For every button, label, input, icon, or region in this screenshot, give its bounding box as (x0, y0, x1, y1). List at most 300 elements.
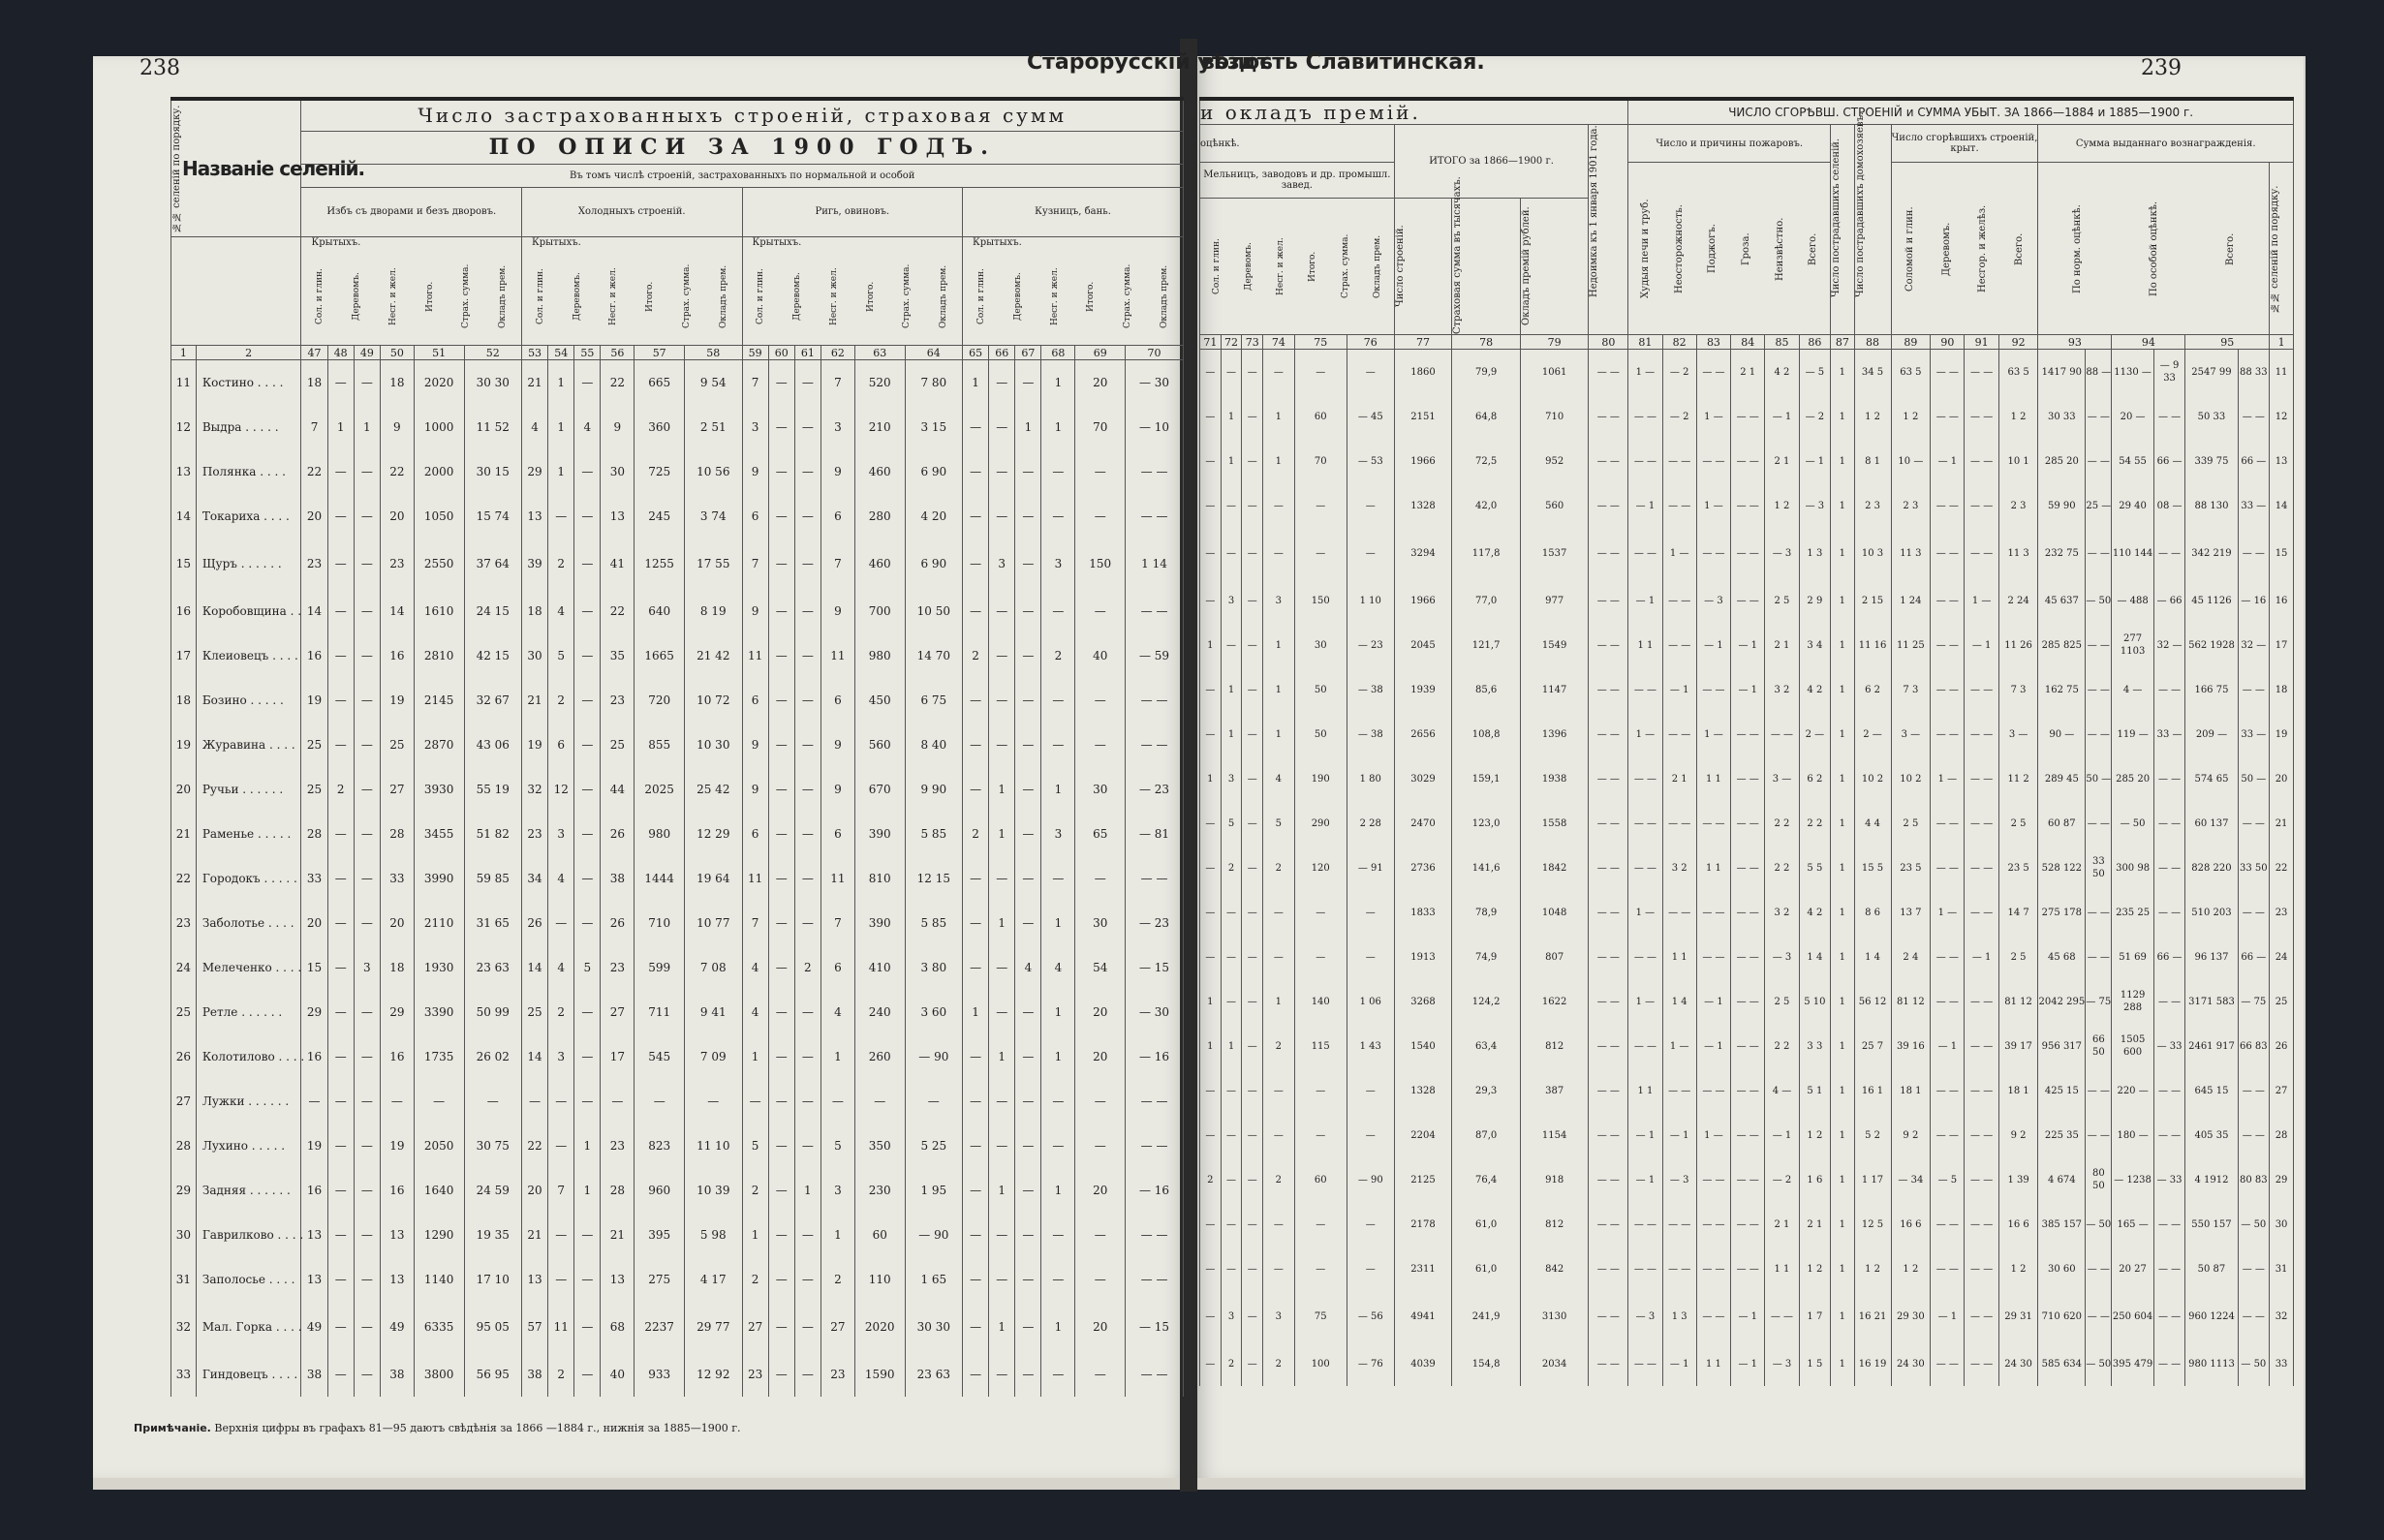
cell: 23 (820, 1352, 854, 1397)
cell: 33 — (2238, 483, 2270, 528)
cell: — 1 (1931, 439, 1965, 483)
cell: 14 (301, 589, 327, 633)
cell: 2461 917 (2185, 1024, 2238, 1068)
settlement-name: Ретле . . . . . . (196, 990, 301, 1034)
cell: — (742, 1079, 768, 1124)
column-number: 48 (327, 346, 354, 360)
cell: 38 (380, 1352, 414, 1397)
cell: 96 137 (2185, 935, 2238, 979)
cell: — 3 (1765, 935, 1799, 979)
cell: 1 (1831, 1024, 1854, 1068)
cell: 16 6 (1998, 1202, 2038, 1247)
cell: — (1242, 483, 1263, 528)
cell: 60 (1294, 1157, 1347, 1202)
cell: 241,9 (1452, 1291, 1521, 1341)
cell: 10 39 (685, 1168, 742, 1213)
cell: 1 — (1965, 578, 1998, 623)
cell: — — (1628, 394, 1662, 439)
cell: 280 (854, 494, 905, 539)
row-number: 30 (171, 1213, 197, 1257)
cell: 38 (301, 1352, 327, 1397)
cell: 1 (1831, 1247, 1854, 1291)
settlement-name: Токариха . . . . (196, 494, 301, 539)
cell: 2 (548, 678, 574, 723)
cell: — (1263, 528, 1295, 578)
cell: — (1200, 801, 1222, 846)
table-row (171, 678, 1184, 723)
cell: — — (1965, 667, 1998, 712)
cell: 933 (635, 1352, 685, 1397)
cell: 1610 (414, 589, 464, 633)
cell: — — (1931, 1202, 1965, 1247)
settlement-name-heading: Названіе селеній. (182, 157, 365, 180)
column-number: 71 (1200, 335, 1222, 350)
cell: — (794, 1124, 820, 1168)
cell: 3 (1221, 756, 1242, 801)
cell: 25 7 (1854, 1024, 1891, 1068)
cell: 574 65 (2185, 756, 2238, 801)
row-number: 33 (2270, 1341, 2294, 1386)
cell: — 53 (1347, 439, 1394, 483)
cell: — (794, 723, 820, 767)
cell: 720 (635, 678, 685, 723)
cell: 3930 (414, 767, 464, 812)
cell: — — (1765, 712, 1799, 756)
cell: 460 (854, 539, 905, 589)
cell: — (327, 990, 354, 1034)
cell: — (1242, 350, 1263, 395)
cell: 49 (380, 1302, 414, 1352)
cell: — — (1931, 1247, 1965, 1291)
column-number: 54 (548, 346, 574, 360)
cell: 11 16 (1854, 623, 1891, 667)
cell: — (1200, 890, 1222, 935)
cell: — — (1126, 1079, 1184, 1124)
column-number: 55 (574, 346, 601, 360)
cell: — (574, 856, 601, 901)
cell: — — (2153, 667, 2185, 712)
cell: 76,4 (1452, 1157, 1521, 1202)
left-data-table (170, 97, 1184, 1397)
cell: — 1 (1765, 1113, 1799, 1157)
cell: 1 (1831, 846, 1854, 890)
cell: 5 25 (905, 1124, 962, 1168)
cell: — 1 (1731, 667, 1765, 712)
cell: — — (2238, 1247, 2270, 1291)
cell: 2 (1221, 846, 1242, 890)
cell: — — (1126, 1124, 1184, 1168)
cell: — (989, 990, 1015, 1034)
cell: — — (1589, 394, 1628, 439)
cell: — (794, 360, 820, 406)
table-row (1200, 1113, 2294, 1157)
cell: — 81 (1126, 812, 1184, 856)
cell: — (989, 449, 1015, 494)
cell: — (574, 901, 601, 945)
column-number: 50 (380, 346, 414, 360)
cell: — — (1589, 979, 1628, 1024)
cell: — (963, 1352, 989, 1397)
cell: — 1238 (2112, 1157, 2153, 1202)
column-number: 94 (2112, 335, 2185, 350)
subcol-nesg: Несг. и жел. (608, 267, 619, 325)
table-row (171, 945, 1184, 990)
cell: 2736 (1394, 846, 1452, 890)
cell: 410 (854, 945, 905, 990)
cell: — 5 (1799, 350, 1831, 395)
cell: 23 5 (1998, 846, 2038, 890)
cell: 66 — (2238, 935, 2270, 979)
cell: — (989, 633, 1015, 678)
cell: 120 (1294, 846, 1347, 890)
cell: 20 (522, 1168, 548, 1213)
postr-dom-heading: Число пострадавшихъ домохозяевъ. (1854, 111, 1866, 297)
cell: 1 (1831, 578, 1854, 623)
subcol-sol: Сол. и глин. (975, 268, 986, 324)
cell: 50 (1294, 712, 1347, 756)
cell: 33 (301, 856, 327, 901)
cell: — (327, 1034, 354, 1079)
table-row (1200, 528, 2294, 578)
cell: 34 5 (1854, 350, 1891, 395)
column-number: 76 (1347, 335, 1394, 350)
cell: — — (1965, 846, 1998, 890)
cell: 30 (601, 449, 635, 494)
table-row (171, 901, 1184, 945)
cell: — (768, 1213, 794, 1257)
cell: 3 60 (905, 990, 962, 1034)
cell: 2 1 (1765, 439, 1799, 483)
cell: — — (1589, 935, 1628, 979)
cell: 35 (601, 633, 635, 678)
cell: — (1347, 483, 1394, 528)
cell: 30 30 (905, 1302, 962, 1352)
cell: 2 3 (1891, 483, 1931, 528)
cell: 60 137 (2185, 801, 2238, 846)
cell: — (1041, 1124, 1075, 1168)
cell: 28 (601, 1168, 635, 1213)
cell: 918 (1520, 1157, 1589, 1202)
cell: 28 (301, 812, 327, 856)
itogo-sum-heading: Страховая сумма въ тысячахъ. (1452, 176, 1464, 334)
subcol-der: Деревомъ. (792, 272, 803, 321)
cell: — (1015, 633, 1041, 678)
cell: — (1200, 935, 1222, 979)
cell: 14 7 (1998, 890, 2038, 935)
cell: — (1242, 528, 1263, 578)
cell: 823 (635, 1124, 685, 1168)
cell: — 50 (2112, 801, 2153, 846)
cell: — (963, 767, 989, 812)
cell: — — (1931, 394, 1965, 439)
subcol-der: Деревомъ. (572, 272, 582, 321)
cell: 11 10 (685, 1124, 742, 1168)
cell: 20 (301, 494, 327, 539)
cell: — (354, 1034, 380, 1079)
cell: — — (1589, 756, 1628, 801)
cell: 80 50 (2086, 1157, 2112, 1202)
row-number: 12 (171, 405, 197, 449)
cell: — — (1662, 1247, 1696, 1291)
column-number: 84 (1731, 335, 1765, 350)
table-row (1200, 1068, 2294, 1113)
cell: 31 65 (464, 901, 521, 945)
cell: 8 6 (1854, 890, 1891, 935)
cell: — 488 (2112, 578, 2153, 623)
summa-col-2: По особой оцѣнкѣ. (2148, 200, 2159, 296)
pozh-col-2: Неосторожность. (1673, 203, 1685, 293)
row-number: 27 (171, 1079, 197, 1124)
cell: 2470 (1394, 801, 1452, 846)
cell: — (768, 945, 794, 990)
cell: 2 (963, 812, 989, 856)
cell: — — (1696, 1157, 1730, 1202)
cell: 26 (601, 901, 635, 945)
table-row (1200, 712, 2294, 756)
cell: — (989, 589, 1015, 633)
settlement-name: Клеиовецъ . . . . (196, 633, 301, 678)
cell: 50 (1294, 667, 1347, 712)
cell: — (1221, 890, 1242, 935)
postr-heading: Число пострадавшихъ селеній. (1831, 138, 1842, 297)
column-number: 75 (1294, 335, 1347, 350)
cell: — (1221, 623, 1242, 667)
cell: — — (1965, 1113, 1998, 1157)
cell: — (354, 767, 380, 812)
cell: 2550 (414, 539, 464, 589)
cell: 50 — (2238, 756, 2270, 801)
cell: 4 1912 (2185, 1157, 2238, 1202)
row-number: 28 (171, 1124, 197, 1168)
cell: 980 (854, 633, 905, 678)
cell: 29 31 (1998, 1291, 2038, 1341)
cell: 15 74 (464, 494, 521, 539)
cell: — — (1589, 1068, 1628, 1113)
cell: 812 (1520, 1024, 1589, 1068)
cell: 11 3 (1891, 528, 1931, 578)
cell: — (854, 1079, 905, 1124)
cell: 235 25 (2112, 890, 2153, 935)
cell: 3 (1221, 1291, 1242, 1341)
left-page-number: 238 (139, 56, 180, 80)
cell: 3029 (1394, 756, 1452, 801)
cell: 11 26 (1998, 623, 2038, 667)
cell: 27 (820, 1302, 854, 1352)
cell: — (1242, 756, 1263, 801)
settlement-name: Колотилово . . . . (196, 1034, 301, 1079)
cell: 20 — (2112, 394, 2153, 439)
cell: 13 (380, 1213, 414, 1257)
cell: — — (1965, 1202, 1998, 1247)
cell: 39 17 (1998, 1024, 2038, 1068)
cell: — (768, 901, 794, 945)
main-heading-right: и окладъ премій. (1200, 99, 1628, 125)
cell: 1 (820, 1213, 854, 1257)
cell: — (1075, 723, 1126, 767)
cell: — (1242, 439, 1263, 483)
cell: — 23 (1126, 767, 1184, 812)
cell: 9 (820, 723, 854, 767)
cell: 5 85 (905, 901, 962, 945)
cell: — (574, 1213, 601, 1257)
cell: — (354, 633, 380, 678)
subcol-oklad: Окладъ прем. (939, 264, 949, 328)
cell: 18 (380, 945, 414, 990)
cell: — 1 (1628, 483, 1662, 528)
cell: — 3 (1662, 1157, 1696, 1202)
cell: 1 (820, 1034, 854, 1079)
cell: — (989, 945, 1015, 990)
cell: — — (1696, 935, 1730, 979)
table-row (171, 1302, 1184, 1352)
cell: — (1015, 494, 1041, 539)
cell: 17 55 (685, 539, 742, 589)
cell: 725 (635, 449, 685, 494)
cell: — (963, 1124, 989, 1168)
row-number: 19 (171, 723, 197, 767)
cell: — — (1662, 712, 1696, 756)
cell: 1590 (854, 1352, 905, 1397)
cell: — (794, 678, 820, 723)
cell: — — (1696, 1291, 1730, 1341)
column-number: 87 (1831, 335, 1854, 350)
cell: 1 (1831, 935, 1854, 979)
cell: — — (1628, 1247, 1662, 1291)
cell: 6 2 (1854, 667, 1891, 712)
cell: — (1015, 1302, 1041, 1352)
cell: 88 — (2086, 350, 2112, 395)
cell: 1 (1263, 667, 1295, 712)
cell: 85,6 (1452, 667, 1521, 712)
cell: 1 7 (1799, 1291, 1831, 1341)
column-number: 72 (1221, 335, 1242, 350)
settlement-name: Костино . . . . (196, 360, 301, 406)
cell: 30 30 (464, 360, 521, 406)
cell: 66 50 (2086, 1024, 2112, 1068)
cell: 1 1 (1696, 1341, 1730, 1386)
cell: 24 30 (1998, 1341, 2038, 1386)
cell: 285 825 (2038, 623, 2086, 667)
cell: — — (1965, 1024, 1998, 1068)
cell: 6335 (414, 1302, 464, 1352)
column-number: 95 (2185, 335, 2270, 350)
column-number: 47 (301, 346, 327, 360)
cell: 1 1 (1696, 756, 1730, 801)
cell: 9 90 (905, 767, 962, 812)
cell: 5 (574, 945, 601, 990)
table-row (1200, 801, 2294, 846)
row-number: 32 (171, 1302, 197, 1352)
cell: 1 3 (1662, 1291, 1696, 1341)
cell: 12 5 (1854, 1202, 1891, 1247)
cell: 1 (1831, 1068, 1854, 1113)
row-number: 29 (171, 1168, 197, 1213)
cell: — — (1628, 756, 1662, 801)
sgor-group-heading: Число сгорѣвшихъ строеній, крыт. (1891, 125, 2038, 163)
row-number: 13 (171, 449, 197, 494)
cell: — — (1965, 979, 1998, 1024)
cell: — — (1589, 1024, 1628, 1068)
cell: 1 (1200, 623, 1222, 667)
cell: — 1 (1931, 1291, 1965, 1341)
cell: 29 77 (685, 1302, 742, 1352)
cell: — (1221, 979, 1242, 1024)
cell: 33 50 (2238, 846, 2270, 890)
cell: — (574, 1352, 601, 1397)
cell: — (794, 539, 820, 589)
cell: 10 30 (685, 723, 742, 767)
cell: — (794, 589, 820, 633)
cell: 807 (1520, 935, 1589, 979)
cell: 39 16 (1891, 1024, 1931, 1068)
cell: — (1263, 1068, 1295, 1113)
itogo-num-heading: Число строеній. (1394, 225, 1406, 308)
cell: — 50 (2086, 1202, 2112, 1247)
cell: 1 (1831, 801, 1854, 846)
cell: 11 (548, 1302, 574, 1352)
cell: 1 (1221, 667, 1242, 712)
cell: 72,5 (1452, 439, 1521, 483)
cell: — 1 (1731, 623, 1765, 667)
cell: — (1200, 1202, 1222, 1247)
cell: 54 55 (2112, 439, 2153, 483)
cell: 2 (327, 767, 354, 812)
subcol-der: Деревомъ. (1012, 272, 1023, 321)
cell: 1 (1041, 405, 1075, 449)
krytyh-label: Крытыхъ. (752, 237, 802, 248)
cell: — — (1662, 890, 1696, 935)
cell: 1 65 (905, 1257, 962, 1302)
cell: 33 — (2153, 712, 2185, 756)
table-row (1200, 667, 2294, 712)
cell: — (574, 589, 601, 633)
cell: 10 — (1891, 439, 1931, 483)
cell: 20 (301, 901, 327, 945)
cell: 2 3 (1998, 483, 2038, 528)
cell: — (1294, 483, 1347, 528)
cell: — (768, 360, 794, 406)
cell: — — (1628, 1024, 1662, 1068)
cell: — 15 (1126, 1302, 1184, 1352)
pozh-col-5: Неизвѣстно. (1774, 216, 1785, 281)
cell: 7 09 (685, 1034, 742, 1079)
cell: 4 4 (1854, 801, 1891, 846)
cell: — (327, 1168, 354, 1213)
table-row (1200, 623, 2294, 667)
cell: 1 (1831, 979, 1854, 1024)
cell: 545 (635, 1034, 685, 1079)
table-row (171, 633, 1184, 678)
krytyh-label: Крытыхъ. (973, 237, 1022, 248)
mel-sub-strakh: Страх. сумма. (1340, 233, 1350, 299)
cell: 180 — (2112, 1113, 2153, 1157)
cell: — — (2153, 1113, 2185, 1157)
cell: — (327, 1352, 354, 1397)
cell: — (794, 1302, 820, 1352)
column-number: 61 (794, 346, 820, 360)
cell: 25 42 (685, 767, 742, 812)
cell: 18 (301, 360, 327, 406)
cell: 1665 (635, 633, 685, 678)
cell: — — (1126, 678, 1184, 723)
cell: — (354, 494, 380, 539)
cell: 2 1 (1662, 756, 1696, 801)
cell: — (963, 723, 989, 767)
cell: 1 (1263, 712, 1295, 756)
cell: 2151 (1394, 394, 1452, 439)
cell: 38 (601, 856, 635, 901)
cell: 245 (635, 494, 685, 539)
